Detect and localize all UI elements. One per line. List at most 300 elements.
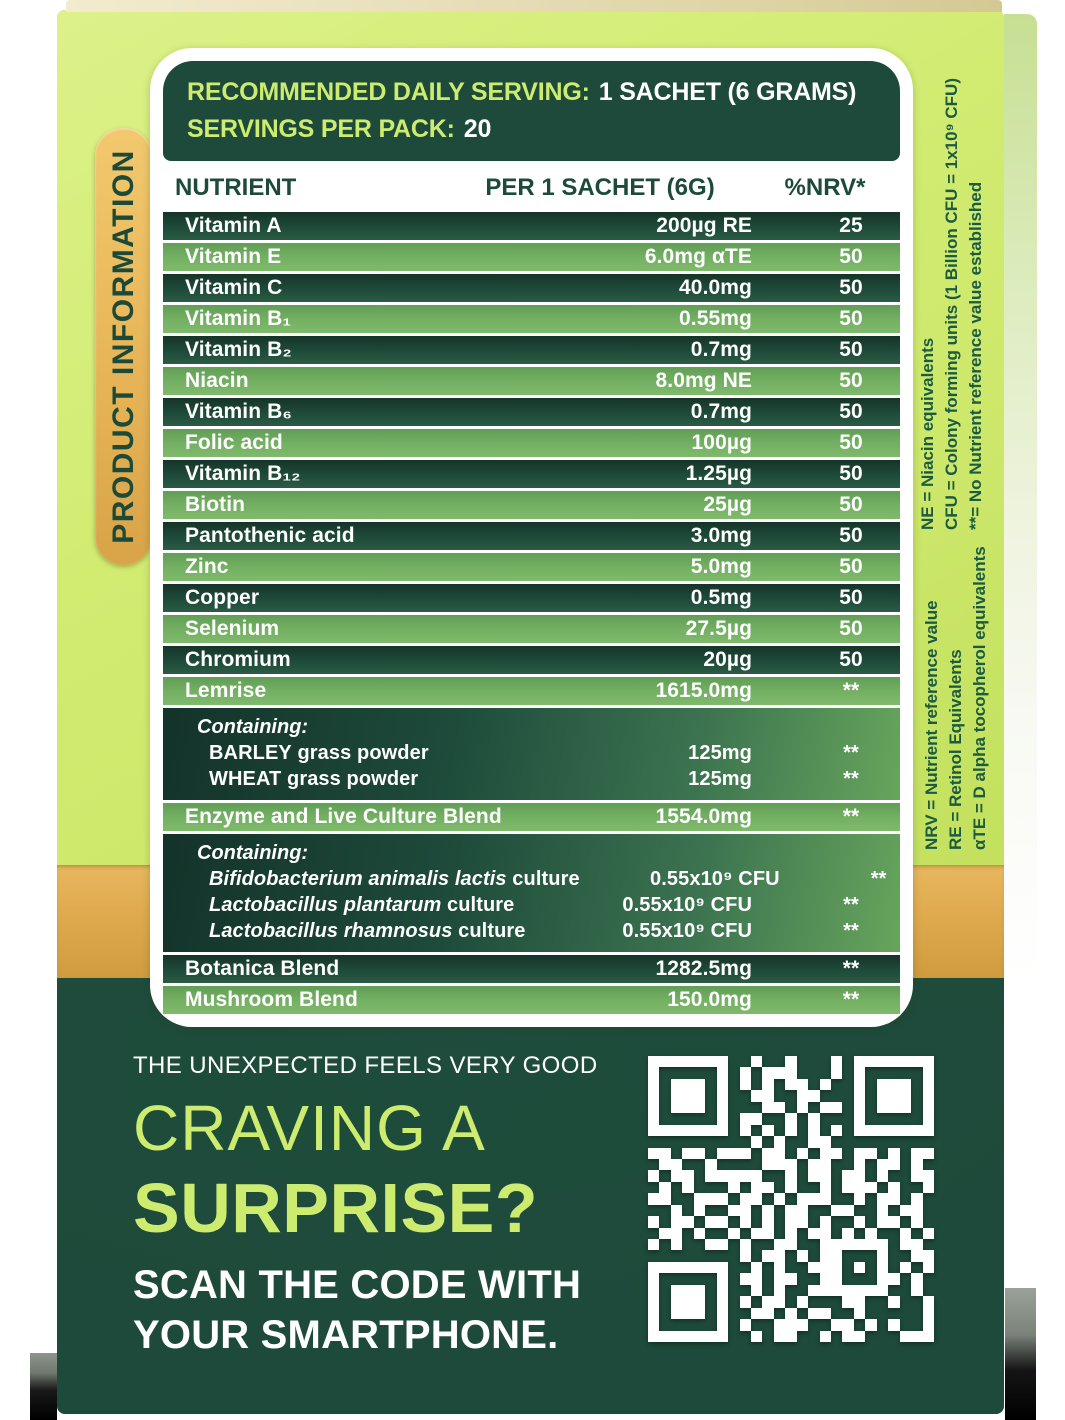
qr-module [831, 1308, 842, 1319]
nutrient-value: 1615.0mg [655, 679, 752, 702]
qr-module [762, 1239, 773, 1250]
qr-module [842, 1239, 853, 1250]
qr-module [762, 1182, 773, 1193]
table-row [163, 398, 900, 426]
box-shadow-left [30, 1353, 57, 1420]
qr-module [911, 1136, 922, 1147]
table-row [163, 274, 900, 302]
qr-module [831, 1296, 842, 1307]
nutrient-value: 0.55x10⁹ CFU [622, 893, 752, 916]
qr-module [865, 1228, 876, 1239]
qr-module [842, 1113, 853, 1124]
qr-module [774, 1285, 785, 1296]
qr-module [751, 1113, 762, 1124]
qr-module [900, 1285, 911, 1296]
qr-module [728, 1102, 739, 1113]
nutrient-value: 100µg [691, 431, 752, 454]
qr-module [659, 1090, 670, 1101]
nutrient-nrv: ** [842, 957, 860, 980]
nutrient-nrv: 25 [839, 214, 863, 237]
qr-module [671, 1228, 682, 1239]
qr-module [740, 1228, 751, 1239]
nutrient-name: Folic acid [185, 431, 283, 454]
qr-module [682, 1331, 693, 1342]
qr-module [911, 1067, 922, 1078]
qr-module [911, 1148, 922, 1159]
qr-module [865, 1113, 876, 1124]
qr-module [728, 1205, 739, 1216]
qr-module [911, 1273, 922, 1284]
qr-module [682, 1308, 693, 1319]
qr-module [820, 1216, 831, 1227]
qr-module [774, 1090, 785, 1101]
qr-module [785, 1193, 796, 1204]
qr-module [877, 1250, 888, 1261]
qr-module [705, 1228, 716, 1239]
qr-module [854, 1090, 865, 1101]
containing-label: Containing: [197, 842, 309, 864]
qr-module [694, 1262, 705, 1273]
table-row [163, 955, 900, 983]
qr-module [877, 1113, 888, 1124]
qr-module [785, 1159, 796, 1170]
qr-module [797, 1285, 808, 1296]
nutrient-value: 150.0mg [667, 988, 752, 1011]
qr-module [762, 1216, 773, 1227]
qr-module [694, 1079, 705, 1090]
qr-module [659, 1308, 670, 1319]
qr-module [877, 1148, 888, 1159]
nutrient-name: Bifidobacterium animalis lactis culture [209, 867, 580, 890]
qr-module [820, 1102, 831, 1113]
qr-module [900, 1079, 911, 1090]
table-row [163, 615, 900, 643]
qr-module [888, 1250, 899, 1261]
qr-module [900, 1102, 911, 1113]
table-row [163, 336, 900, 364]
nutrient-name: Enzyme and Live Culture Blend [185, 805, 502, 828]
qr-module [865, 1193, 876, 1204]
qr-module [774, 1205, 785, 1216]
table-header [163, 161, 900, 212]
qr-module [648, 1216, 659, 1227]
qr-module [865, 1250, 876, 1261]
qr-module [820, 1182, 831, 1193]
qr-module [705, 1170, 716, 1181]
nutrient-name: WHEAT grass powder [209, 767, 419, 790]
qr-module [888, 1296, 899, 1307]
qr-module [797, 1308, 808, 1319]
qr-module [865, 1239, 876, 1250]
qr-module [694, 1296, 705, 1307]
qr-module [774, 1125, 785, 1136]
qr-module [682, 1228, 693, 1239]
qr-module [694, 1239, 705, 1250]
qr-module [740, 1250, 751, 1261]
qr-module [854, 1262, 865, 1273]
qr-module [785, 1102, 796, 1113]
qr-module [717, 1079, 728, 1090]
qr-module [888, 1205, 899, 1216]
qr-module [877, 1136, 888, 1147]
qr-module [774, 1296, 785, 1307]
qr-module [831, 1273, 842, 1284]
qr-module [785, 1216, 796, 1227]
qr-module [831, 1056, 842, 1067]
containing-group [163, 834, 900, 952]
qr-module [888, 1056, 899, 1067]
qr-module [900, 1250, 911, 1261]
qr-module [923, 1262, 934, 1273]
table-row [163, 646, 900, 674]
nutrient-value: 1282.5mg [655, 957, 752, 980]
qr-module [694, 1250, 705, 1261]
nutrient-name: Vitamin E [185, 245, 282, 268]
qr-module [831, 1193, 842, 1204]
table-row [163, 429, 900, 457]
qr-module [682, 1125, 693, 1136]
qr-module [865, 1090, 876, 1101]
qr-module [797, 1148, 808, 1159]
qr-module [785, 1331, 796, 1342]
qr-module [751, 1056, 762, 1067]
qr-module [842, 1079, 853, 1090]
nutrient-value: 0.5mg [690, 586, 752, 609]
qr-module [648, 1331, 659, 1342]
qr-module [694, 1113, 705, 1124]
qr-module [648, 1250, 659, 1261]
qr-module [648, 1193, 659, 1204]
qr-module [659, 1239, 670, 1250]
qr-module [774, 1067, 785, 1078]
qr-module [694, 1331, 705, 1342]
qr-module [923, 1113, 934, 1124]
qr-module [728, 1148, 739, 1159]
qr-module [888, 1216, 899, 1227]
qr-module [648, 1067, 659, 1078]
qr-module [797, 1296, 808, 1307]
qr-module [831, 1102, 842, 1113]
qr-module [751, 1296, 762, 1307]
qr-module [865, 1262, 876, 1273]
qr-module [671, 1067, 682, 1078]
qr-module [808, 1250, 819, 1261]
nutrient-nrv: ** [870, 867, 887, 890]
qr-module [831, 1239, 842, 1250]
qr-module [751, 1239, 762, 1250]
qr-module [705, 1205, 716, 1216]
qr-module [877, 1170, 888, 1181]
qr-module [774, 1102, 785, 1113]
qr-module [751, 1136, 762, 1147]
qr-module [911, 1308, 922, 1319]
qr-module [659, 1136, 670, 1147]
qr-module [659, 1228, 670, 1239]
qr-module [888, 1262, 899, 1273]
nutrient-name: Lactobacillus rhamnosus culture [209, 919, 526, 942]
qr-module [854, 1239, 865, 1250]
nutrient-value: 5.0mg [690, 555, 752, 578]
nutrient-name: Botanica Blend [185, 957, 340, 980]
qr-module [740, 1216, 751, 1227]
qr-module [728, 1079, 739, 1090]
qr-module [842, 1067, 853, 1078]
qr-module [705, 1193, 716, 1204]
qr-module [774, 1159, 785, 1170]
nutrient-nrv: 50 [839, 338, 863, 361]
qr-module [659, 1113, 670, 1124]
qr-module [785, 1296, 796, 1307]
qr-module [728, 1170, 739, 1181]
qr-module [877, 1205, 888, 1216]
qr-module [854, 1159, 865, 1170]
qr-module [682, 1136, 693, 1147]
qr-module [740, 1239, 751, 1250]
qr-code[interactable] [648, 1056, 934, 1342]
promo-tagline: THE UNEXPECTED FEELS VERY GOOD [133, 1052, 598, 1079]
nutrient-value: 0.7mg [690, 400, 752, 423]
qr-module [808, 1170, 819, 1181]
qr-module [820, 1308, 831, 1319]
qr-module [854, 1079, 865, 1090]
qr-module [785, 1239, 796, 1250]
qr-module [762, 1056, 773, 1067]
footnote-line: NE = Niacin equivalents [918, 337, 937, 530]
qr-module [842, 1056, 853, 1067]
qr-module [774, 1182, 785, 1193]
qr-module [831, 1125, 842, 1136]
nutrient-value: 20µg [703, 648, 752, 671]
qr-module [717, 1308, 728, 1319]
qr-module [694, 1136, 705, 1147]
qr-module [785, 1285, 796, 1296]
qr-module [865, 1067, 876, 1078]
qr-module [774, 1148, 785, 1159]
qr-module [740, 1262, 751, 1273]
qr-module [888, 1170, 899, 1181]
qr-module [865, 1308, 876, 1319]
qr-module [671, 1102, 682, 1113]
qr-module [888, 1159, 899, 1170]
qr-module [785, 1170, 796, 1181]
qr-module [808, 1239, 819, 1250]
qr-module [808, 1193, 819, 1204]
nutrient-name: Copper [185, 586, 260, 609]
qr-module [865, 1216, 876, 1227]
qr-module [762, 1228, 773, 1239]
qr-module [728, 1193, 739, 1204]
box-side-face [1004, 14, 1037, 1194]
qr-module [808, 1296, 819, 1307]
qr-module [865, 1125, 876, 1136]
qr-module [774, 1308, 785, 1319]
qr-module [820, 1090, 831, 1101]
qr-module [831, 1182, 842, 1193]
qr-module [888, 1136, 899, 1147]
qr-module [854, 1067, 865, 1078]
qr-module [900, 1148, 911, 1159]
qr-module [659, 1285, 670, 1296]
qr-module [694, 1216, 705, 1227]
qr-module [659, 1262, 670, 1273]
product-information-label: PRODUCT INFORMATION [107, 149, 140, 544]
table-row [163, 212, 900, 240]
qr-module [648, 1056, 659, 1067]
nutrient-nrv: ** [842, 679, 860, 702]
table-subrow [163, 866, 900, 892]
qr-module [877, 1193, 888, 1204]
qr-module [831, 1205, 842, 1216]
qr-module [911, 1079, 922, 1090]
qr-module [785, 1205, 796, 1216]
qr-module [900, 1113, 911, 1124]
qr-module [762, 1125, 773, 1136]
nutrient-nrv: ** [843, 741, 859, 764]
qr-module [854, 1182, 865, 1193]
qr-module [797, 1136, 808, 1147]
qr-module [774, 1079, 785, 1090]
nutrient-value: 0.55x10⁹ CFU [622, 919, 752, 942]
qr-module [854, 1125, 865, 1136]
nutrient-nrv: ** [843, 893, 859, 916]
nutrient-name: Chromium [185, 648, 291, 671]
qr-module [717, 1170, 728, 1181]
qr-module [923, 1228, 934, 1239]
qr-module [762, 1113, 773, 1124]
table-row [163, 584, 900, 612]
qr-module [659, 1205, 670, 1216]
qr-module [751, 1125, 762, 1136]
footnote-line: RE = Retinol Equivalents [946, 649, 965, 850]
qr-module [694, 1102, 705, 1113]
qr-module [854, 1056, 865, 1067]
qr-module [808, 1148, 819, 1159]
qr-module [808, 1308, 819, 1319]
qr-module [842, 1216, 853, 1227]
qr-module [659, 1159, 670, 1170]
qr-module [900, 1182, 911, 1193]
qr-module [705, 1067, 716, 1078]
qr-module [671, 1331, 682, 1342]
qr-module [740, 1136, 751, 1147]
footnotes-bottom [920, 545, 992, 850]
qr-module [900, 1170, 911, 1181]
qr-module [888, 1079, 899, 1090]
promo-cta-line2: YOUR SMARTPHONE. [133, 1313, 559, 1357]
nutrient-value: 25µg [703, 493, 752, 516]
nutrient-name: Vitamin B₂ [185, 338, 292, 361]
qr-module [877, 1273, 888, 1284]
qr-module [751, 1193, 762, 1204]
qr-module [820, 1205, 831, 1216]
qr-module [671, 1148, 682, 1159]
nutrient-value: 3.0mg [690, 524, 752, 547]
qr-module [854, 1273, 865, 1284]
qr-module [797, 1056, 808, 1067]
qr-module [785, 1113, 796, 1124]
qr-module [923, 1056, 934, 1067]
qr-module [842, 1090, 853, 1101]
qr-module [762, 1159, 773, 1170]
nutrient-name: Vitamin A [185, 214, 282, 237]
qr-module [842, 1296, 853, 1307]
qr-module [923, 1102, 934, 1113]
qr-module [762, 1148, 773, 1159]
qr-module [751, 1067, 762, 1078]
qr-module [717, 1148, 728, 1159]
qr-module [820, 1159, 831, 1170]
qr-module [877, 1079, 888, 1090]
nutrient-rows [163, 212, 900, 1014]
qr-module [659, 1273, 670, 1284]
qr-module [659, 1102, 670, 1113]
promo-headline-craving: CRAVING A [133, 1092, 486, 1164]
qr-module [842, 1136, 853, 1147]
qr-module [888, 1067, 899, 1078]
qr-module [854, 1148, 865, 1159]
product-information-tab [95, 128, 152, 565]
qr-module [900, 1273, 911, 1284]
promo-block [133, 1052, 653, 1360]
qr-module [865, 1079, 876, 1090]
nutrient-value: 1.25µg [685, 462, 752, 485]
footnote-line: CFU = Colony forming units (1 Billion CFU = 1x10⁹ CFU) [942, 78, 961, 530]
qr-module [900, 1216, 911, 1227]
qr-module [774, 1216, 785, 1227]
qr-module [774, 1056, 785, 1067]
qr-module [774, 1170, 785, 1181]
qr-module [911, 1239, 922, 1250]
qr-module [671, 1239, 682, 1250]
qr-module [717, 1113, 728, 1124]
qr-module [740, 1308, 751, 1319]
qr-module [762, 1102, 773, 1113]
qr-module [854, 1319, 865, 1330]
qr-module [751, 1102, 762, 1113]
qr-module [751, 1090, 762, 1101]
qr-module [923, 1090, 934, 1101]
qr-module [671, 1090, 682, 1101]
table-row [163, 491, 900, 519]
qr-module [923, 1125, 934, 1136]
qr-module [728, 1250, 739, 1261]
nutrient-nrv: 50 [839, 648, 863, 671]
qr-module [740, 1296, 751, 1307]
qr-module [865, 1056, 876, 1067]
nutrient-name: Vitamin B₁ [185, 307, 292, 330]
qr-module [865, 1273, 876, 1284]
qr-module [900, 1228, 911, 1239]
qr-module [923, 1285, 934, 1296]
footnotes-top [916, 70, 988, 530]
qr-module [808, 1182, 819, 1193]
qr-module [682, 1067, 693, 1078]
qr-module [728, 1067, 739, 1078]
qr-module [671, 1113, 682, 1124]
qr-module [740, 1285, 751, 1296]
qr-module [911, 1319, 922, 1330]
qr-module [900, 1262, 911, 1273]
nutrient-value: 0.55x10⁹ CFU [650, 867, 780, 890]
nutrient-nrv: 50 [839, 617, 863, 640]
qr-module [797, 1079, 808, 1090]
qr-module [774, 1331, 785, 1342]
qr-module [808, 1136, 819, 1147]
qr-module [728, 1296, 739, 1307]
qr-module [705, 1319, 716, 1330]
nutrient-value: 6.0mg αTE [644, 245, 752, 268]
qr-module [808, 1102, 819, 1113]
